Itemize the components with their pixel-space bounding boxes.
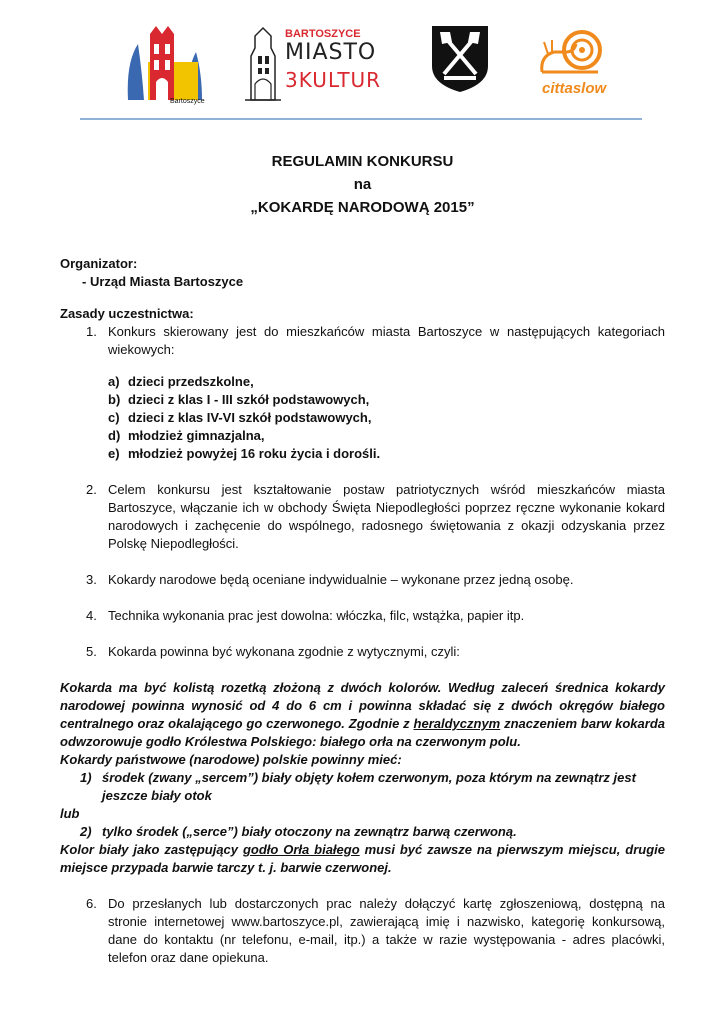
list-item: d) młodzież gimnazjalna,: [108, 428, 265, 443]
category-list: [60, 373, 665, 463]
header-divider: [80, 118, 642, 120]
rule-text: Kokardy narodowe będą oceniane indywidualnie – wykonane przez jedną osobę.: [108, 572, 574, 587]
logo-caption: cittaslow: [542, 80, 607, 97]
organizer-item: - Urząd Miasta Bartoszyce: [82, 274, 244, 289]
guidelines-or: lub: [60, 806, 80, 821]
list-item: b) dzieci z klas I - III szkół podstawowych,: [108, 392, 370, 407]
heraldic-link[interactable]: heraldycznym: [413, 716, 501, 731]
logo-line3: 3KULTUR: [285, 68, 382, 92]
logo-line1: BARTOSZYCE: [285, 28, 361, 40]
cittaslow-logo: [536, 22, 607, 97]
rule-text: Kokarda powinna być wykonana zgodnie z wytycznymi, czyli:: [108, 644, 460, 659]
guidelines-sub-2: 2) tylko środek („serce”) biały otoczony na zewnątrz barwą czerwoną.: [80, 824, 517, 839]
logo-caption: Bartoszyce: [170, 98, 205, 105]
title-line-1: REGULAMIN KONKURSU: [271, 153, 454, 170]
title-line-3: „KOKARDĘ NARODOWĄ 2015”: [250, 199, 475, 216]
miasto-3-kultur-logo: [243, 22, 382, 102]
title-line-2: na: [353, 176, 372, 193]
guidelines-paragraph-1: Kokarda ma być kolistą rozetką złożoną z dwóch kolorów. Według zaleceń średnica kokardy narodowej powinna wynosić od 4 do 6 cm i powinna składać się z dwóch okręgów białego centralnego oraz okalającego go czerwonego. Zgodnie z heraldycznym znaczeniem barw kokarda odwzorowuje godło Królestwa Polskiego: białego orła na czerwonym polu.: [60, 680, 665, 749]
rule-text: Konkurs skierowany jest do mieszkańców miasta Bartoszyce w następujących kategoriach wiekowych:: [108, 324, 665, 357]
organizer-label: Organizator:: [60, 256, 138, 271]
logo-line2: MIASTO: [285, 40, 377, 65]
bartoszyce-city-logo: [124, 22, 214, 108]
eagle-link[interactable]: godło Orła białego: [242, 842, 360, 857]
rule-text: Technika wykonania prac jest dowolna: włóczka, filc, wstążka, papier itp.: [108, 608, 525, 623]
rule-text: Do przesłanych lub dostarczonych prac należy dołączyć kartę zgłoszeniową, dostępną na stronie internetowej www.bartoszyce.pl, zawierającą imię i nazwisko, kategorię konkursową, dane do kontaktu (nr telefonu, e-mail, itp.) a także w razie występowania - adres placówki, telefon oraz dane opiekuna.: [108, 896, 665, 965]
rule-number: 1.: [86, 324, 97, 339]
rule-item-1: [60, 323, 665, 359]
header-logos: [110, 22, 630, 110]
coat-of-arms-logo: [430, 22, 490, 94]
list-item: e) młodzież powyżej 16 roku życia i dorośli.: [108, 446, 381, 461]
rule-item-5: 5. Kokarda powinna być wykonana zgodnie z wytycznymi, czyli:: [86, 644, 460, 659]
guidelines-paragraph-3: Kolor biały jako zastępujący godło Orła białego musi być zawsze na pierwszym miejscu, drugie miejsce przypada barwie tarczy t. j. barwie czerwonej.: [60, 842, 665, 875]
rule-item-4: 4. Technika wykonania prac jest dowolna: włóczka, filc, wstążka, papier itp.: [86, 608, 525, 623]
page-title: [0, 150, 725, 219]
rule-item-3: 3. Kokardy narodowe będą oceniane indywidualnie – wykonane przez jedną osobę.: [86, 572, 574, 587]
rule-item-2: 2. Celem konkursu jest kształtowanie postaw patriotycznych wśród mieszkańców miasta Bartoszyce, włączanie ich w obchody Święta Niepodległości poprzez ręczne wykonanie kokard narodowych i zachęcenie do wspólnego, radosnego świętowania z okazji odzyskania przez Polskę Niepodległości.: [86, 482, 665, 551]
list-item: c) dzieci z klas IV-VI szkół podstawowych,: [108, 410, 372, 425]
list-item: a) dzieci przedszkolne,: [108, 374, 254, 389]
guidelines-sub-1: 1) środek (zwany „sercem”) biały objęty kołem czerwonym, poza którym na zewnątrz jest jeszcze biały otok: [80, 770, 636, 803]
rules-label: Zasady uczestnictwa:: [60, 306, 194, 321]
document-body: [60, 255, 665, 967]
guidelines-paragraph-2: Kokardy państwowe (narodowe) polskie powinny mieć:: [60, 752, 402, 767]
rule-text: Celem konkursu jest kształtowanie postaw patriotycznych wśród mieszkańców miasta Bartoszyce, włączanie ich w obchody Święta Niepodległości poprzez ręczne wykonanie kokard narodowych i zachęcenie do wspólnego, radosnego świętowania z okazji odzyskania przez Polskę Niepodległości.: [108, 482, 665, 551]
rule-item-6: 6. Do przesłanych lub dostarczonych prac należy dołączyć kartę zgłoszeniową, dostępną na stronie internetowej www.bartoszyce.pl, zawierającą imię i nazwisko, kategorię konkursową, dane do kontaktu (nr telefonu, e-mail, itp.) a także w razie występowania - adres placówki, telefon oraz dane opiekuna.: [86, 896, 665, 965]
